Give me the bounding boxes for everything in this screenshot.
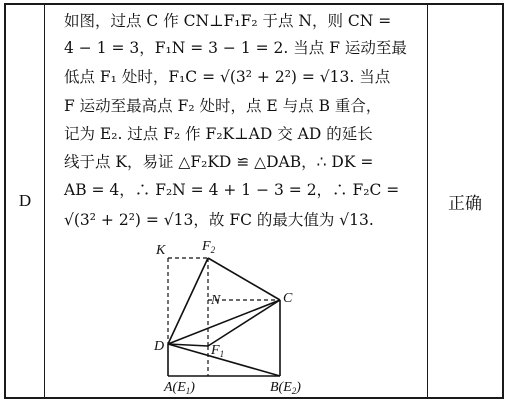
solution-line: 低点 F₁ 处时，F₁C = √(3² + 2²) = √13. 当点 (64, 68, 391, 86)
label-F1: $F_1$ (211, 343, 225, 359)
label-N: N (211, 293, 221, 308)
solution-line: 4 − 1 = 3，F₁N = 3 − 1 = 2. 当点 F 运动至最 (64, 39, 407, 57)
solution-line: F 运动至最高点 F₂ 处时，点 E 与点 B 重合， (64, 97, 382, 115)
label-B-E2: $B(E_2)$ (270, 380, 301, 396)
solution-line: 线于点 K，易证 △F₂KD ≌ △DAB，∴ DK = (64, 153, 374, 171)
column-divider-left (44, 5, 45, 397)
solution-line: AB = 4，∴ F₂N = 4 + 1 − 3 = 2，∴ F₂C = (64, 181, 400, 199)
label-K: K (156, 243, 166, 258)
label-D: D (154, 339, 165, 354)
solution-line: 记为 E₂. 过点 F₂ 作 F₂K⊥AD 交 AD 的延长 (64, 125, 373, 143)
geometry-diagram (120, 236, 320, 396)
option-label: D (18, 191, 32, 210)
result-label: 正确 (448, 193, 482, 214)
solution-line: √(3² + 2²) = √13，故 FC 的最大值为 √13. (64, 211, 374, 229)
solution-line: 如图，过点 C 作 CN⊥F₁F₂ 于点 N，则 CN = (64, 12, 392, 30)
label-F2: $F_2$ (202, 239, 216, 255)
label-C: C (283, 291, 293, 306)
label-A-E1: $A(E_1)$ (164, 380, 195, 396)
